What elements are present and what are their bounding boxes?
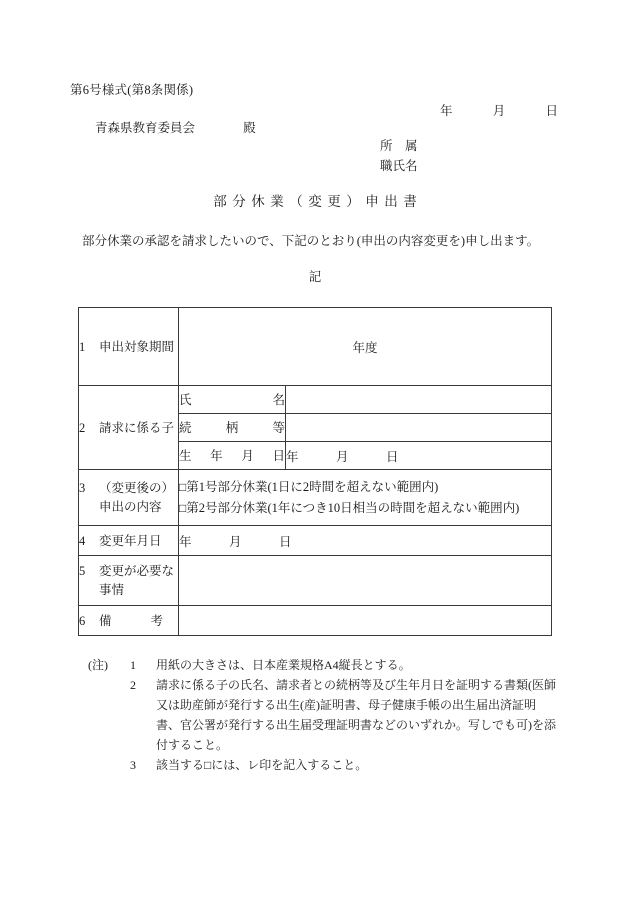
row4-value-cell[interactable]: 年 月 日	[179, 526, 552, 556]
document-title: 部分休業（変更）申出書	[213, 194, 423, 209]
row2-label-cell	[79, 386, 179, 470]
note-1-text: 用紙の大きさは、日本産業規格A4縦長とする。	[156, 658, 411, 672]
note-3-text: 該当する□には、レ印を記入すること。	[156, 758, 368, 772]
row4-label-cell	[79, 526, 179, 556]
row3-label-line2: 申出の内容	[99, 499, 162, 514]
checkbox-icon[interactable]: □	[179, 479, 187, 494]
addressee-honorific: 殿	[243, 121, 256, 135]
submitter-name-label: 職氏名	[380, 159, 418, 173]
submitter-block	[380, 136, 418, 176]
row5-label-line1: 変更が必要な	[99, 563, 175, 578]
notes-heading: (注)	[88, 658, 108, 672]
note-2-number: 2	[130, 678, 136, 692]
option-type1[interactable]	[179, 477, 551, 498]
table-row-change-reason	[79, 556, 552, 606]
row3-label-cell	[79, 470, 179, 526]
row1-value-cell[interactable]: 年度	[179, 308, 552, 386]
form-number: 第6号様式(第8条関係)	[70, 83, 194, 97]
application-form-table	[78, 307, 552, 636]
option-type2-label: 第2号部分休業(1年につき10日相当の時間を超えない範囲内)	[186, 500, 520, 515]
row6-label: 備考	[99, 613, 163, 628]
row4-label: 変更年月日	[99, 533, 162, 548]
row2-value-name[interactable]	[286, 386, 552, 414]
submitter-affiliation-label: 所 属	[380, 139, 418, 153]
checkbox-icon[interactable]: □	[179, 500, 187, 515]
row6-value-cell[interactable]	[179, 606, 552, 636]
lead-paragraph: 部分休業の承認を請求したいので、下記のとおり(申出の内容変更を)申し出ます。	[82, 234, 540, 248]
row2-label: 請求に係る子	[99, 420, 175, 435]
row3-number: 3	[79, 480, 86, 495]
row2-value-birthdate[interactable]: 年 月 日	[286, 442, 552, 470]
row3-options-cell	[179, 470, 552, 526]
note-item-1	[88, 655, 558, 675]
note-2-text: 請求に係る子の氏名、請求者との続柄等及び生年月日を証明する書類(医師又は助産師が発行する出生(産)証明書、母子健康手帳の出生届出済証明書、官公署が発行する出生届受理証明書などのいずれか。写しでも可)を添付すること。	[156, 678, 556, 752]
row5-value-cell[interactable]	[179, 556, 552, 606]
row1-number: 1	[79, 339, 86, 354]
date-month-label: 月	[492, 104, 506, 118]
option-type2[interactable]	[179, 498, 551, 519]
row6-label-cell	[79, 606, 179, 636]
row5-number: 5	[79, 563, 86, 578]
option-type1-label: 第1号部分休業(1日に2時間を超えない範囲内)	[186, 479, 439, 494]
table-row-child-name	[79, 386, 552, 414]
date-year-label: 年	[440, 104, 453, 118]
row6-number: 6	[79, 613, 86, 628]
row2-value-relation[interactable]	[286, 414, 552, 442]
row3-label-line1: （変更後の）	[99, 480, 175, 495]
note-3-number: 3	[130, 758, 136, 772]
row2-sub-label-name: 氏名	[179, 386, 286, 414]
row2-sub-label-birthdate: 生年月日	[179, 442, 286, 470]
table-row-application-content	[79, 470, 552, 526]
ki-mark: 記	[308, 270, 322, 284]
row5-label-line2: 事情	[99, 582, 125, 597]
addressee-name: 青森県教育委員会	[95, 121, 196, 135]
row5-label-cell	[79, 556, 179, 606]
table-row-change-date	[79, 526, 552, 556]
row2-number: 2	[79, 420, 86, 435]
note-item-3	[88, 755, 558, 775]
note-item-2	[88, 675, 558, 755]
table-row-remarks	[79, 606, 552, 636]
note-1-number: 1	[130, 658, 136, 672]
date-line	[440, 101, 558, 119]
row4-number: 4	[79, 533, 86, 548]
addressee-line	[95, 118, 256, 136]
row1-label: 申出対象期間	[99, 339, 175, 354]
row2-sub-label-relation: 続柄等	[179, 414, 286, 442]
row1-label-cell	[79, 308, 179, 386]
table-row-period	[79, 308, 552, 386]
notes-section	[88, 655, 558, 775]
date-day-label: 日	[545, 104, 559, 118]
